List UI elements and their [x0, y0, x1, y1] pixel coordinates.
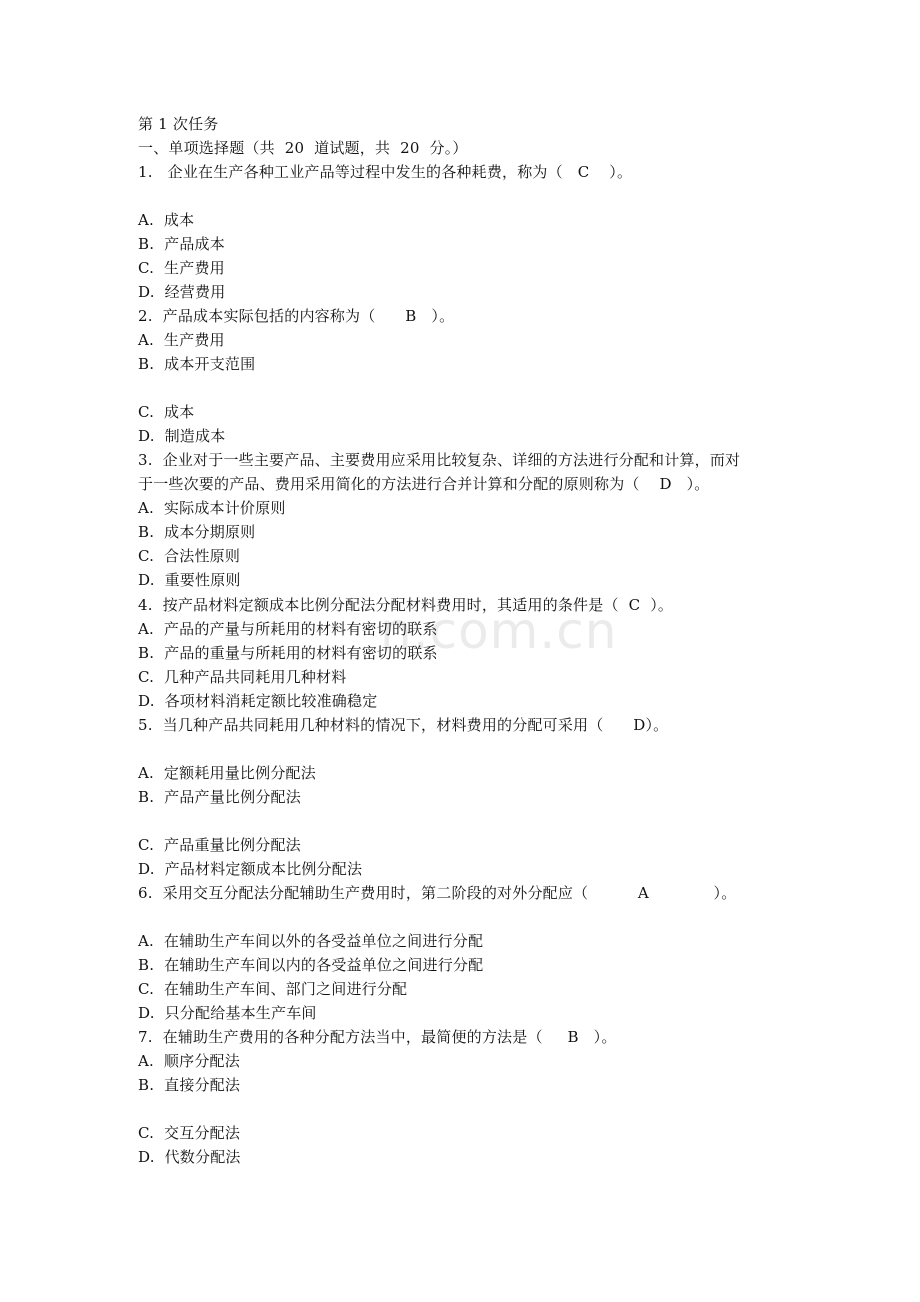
q1-option-d: D. 经营费用 — [138, 283, 226, 301]
document-title: 第 1 次任务 — [138, 115, 219, 133]
q2-option-d: D. 制造成本 — [138, 427, 226, 445]
q3-option-d: D. 重要性原则 — [138, 571, 241, 589]
q5-option-c: C. 产品重量比例分配法 — [138, 836, 301, 854]
q5-option-b: B. 产品产量比例分配法 — [138, 788, 301, 806]
q6-option-d: D. 只分配给基本生产车间 — [138, 1004, 317, 1022]
q2-option-c: C. 成本 — [138, 403, 195, 421]
q7-option-a: A. 顺序分配法 — [138, 1052, 240, 1070]
question-2: 2. 产品成本实际包括的内容称为（ B ）。 — [138, 307, 455, 325]
q4-option-d: D. 各项材料消耗定额比较准确稳定 — [138, 692, 378, 710]
question-7: 7. 在辅助生产费用的各种分配方法当中，最简便的方法是（ B ）。 — [138, 1028, 617, 1046]
q2-option-a: A. 生产费用 — [138, 331, 225, 349]
question-3-line-2: 于一些次要的产品、费用采用简化的方法进行合并计算和分配的原则称为（ D ）。 — [138, 475, 710, 493]
question-3-line-1: 3. 企业对于一些主要产品、主要费用应采用比较复杂、详细的方法进行分配和计算，而对 — [138, 451, 741, 469]
q1-option-c: C. 生产费用 — [138, 259, 225, 277]
q4-option-c: C. 几种产品共同耗用几种材料 — [138, 668, 347, 686]
question-1: 1. 企业在生产各种工业产品等过程中发生的各种耗费，称为（ C ）。 — [138, 163, 633, 181]
q2-option-b: B. 成本开支范围 — [138, 355, 256, 373]
q1-option-a: A. 成本 — [138, 211, 195, 229]
question-4: 4. 按产品材料定额成本比例分配法分配材料费用时，其适用的条件是（ C ）。 — [138, 596, 674, 614]
q6-option-b: B. 在辅助生产车间以内的各受益单位之间进行分配 — [138, 956, 484, 974]
question-5: 5. 当几种产品共同耗用几种材料的情况下，材料费用的分配可采用（ D）。 — [138, 716, 669, 734]
q4-option-a: A. 产品的产量与所耗用的材料有密切的联系 — [138, 620, 438, 638]
q4-option-b: B. 产品的重量与所耗用的材料有密切的联系 — [138, 644, 438, 662]
q7-option-b: B. 直接分配法 — [138, 1076, 241, 1094]
q7-option-c: C. 交互分配法 — [138, 1124, 241, 1142]
section-heading: 一、单项选择题（共 20 道试题，共 20 分。） — [138, 139, 468, 157]
q6-option-c: C. 在辅助生产车间、部门之间进行分配 — [138, 980, 408, 998]
watermark: n.com.cn — [380, 602, 618, 660]
q1-option-b: B. 产品成本 — [138, 235, 225, 253]
q3-option-b: B. 成本分期原则 — [138, 523, 256, 541]
q7-option-d: D. 代数分配法 — [138, 1148, 241, 1166]
question-6: 6. 采用交互分配法分配辅助生产费用时，第二阶段的对外分配应（ A ）。 — [138, 884, 737, 902]
q3-option-c: C. 合法性原则 — [138, 547, 241, 565]
q5-option-a: A. 定额耗用量比例分配法 — [138, 764, 316, 782]
q5-option-d: D. 产品材料定额成本比例分配法 — [138, 860, 363, 878]
q6-option-a: A. 在辅助生产车间以外的各受益单位之间进行分配 — [138, 932, 484, 950]
q3-option-a: A. 实际成本计价原则 — [138, 499, 286, 517]
